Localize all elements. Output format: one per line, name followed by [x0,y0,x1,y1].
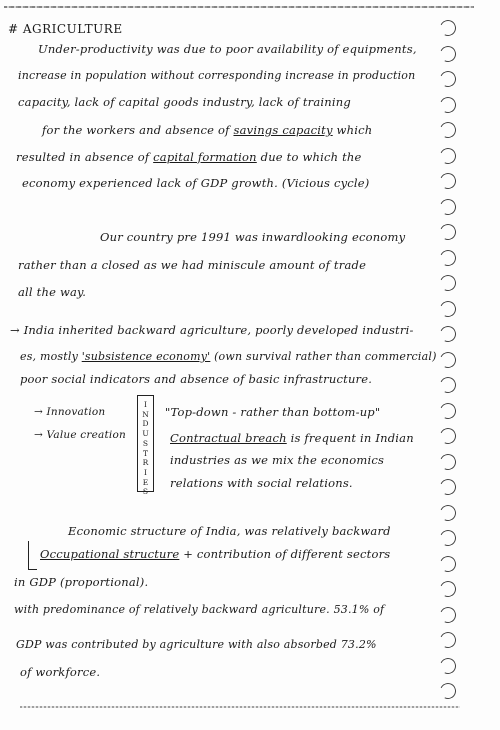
binding-ring [438,43,459,64]
binding-ring [438,426,459,447]
binding-ring [438,171,459,192]
binding-ring [438,298,459,319]
quote-line2 [170,431,414,445]
para1-line2: increase in population without corresponding increase in production [18,69,416,82]
binding-ring [438,18,459,39]
para3-line3: poor social indicators and absence of basic infrastructure. [20,372,373,386]
subsistence-economy-term: 'subsistence economy' [81,350,211,363]
binding-ring [438,477,459,498]
binding-ring [438,502,459,523]
quote-line3: industries as we mix the economics [170,453,385,467]
savings-capacity-term: savings capacity [233,123,333,137]
para4-line2 [40,547,390,561]
binding-ring [438,69,459,90]
binding-ring [438,120,459,141]
para4-line2-post: + contribution of different sectors [183,547,391,561]
binding-ring [438,400,459,421]
binding-ring [438,655,459,676]
section-heading: # AGRICULTURE [8,22,123,36]
value-creation-item: → Value creation [34,429,126,441]
binding-ring [438,528,459,549]
innovation-item: → Innovation [34,406,106,418]
page-bottom-edge [20,706,460,708]
binding-ring [438,630,459,651]
spiral-binding [440,20,464,710]
para1-line5 [16,150,362,164]
para2-line1: Our country pre 1991 was inwardlooking economy [100,230,406,244]
para4-line5: GDP was contributed by agriculture with also absorbed 73.2% [16,638,377,651]
para1-line1: Under-productivity was due to poor availability of equipments, [38,42,417,56]
occupational-structure-term: Occupational structure [40,547,180,561]
para1-line4-post: which [336,123,373,137]
para1-line5-post: due to which the [260,150,362,164]
binding-ring [438,451,459,472]
binding-ring [438,222,459,243]
binding-ring [438,196,459,217]
para2-line3: all the way. [18,285,87,299]
para3-line2 [20,350,437,363]
para4-line4: with predominance of relatively backward agriculture. 53.1% of [14,603,385,616]
para3-line2-post: (own survival rather than commercial) [214,350,437,363]
binding-ring [438,273,459,294]
binding-ring [438,579,459,600]
page-top-edge [4,6,474,8]
para4-line6: of workforce. [20,665,101,679]
binding-ring [438,375,459,396]
para1-line3: capacity, lack of capital goods industry, lack of training [18,95,351,109]
capital-formation-term: capital formation [153,150,257,164]
binding-ring [438,247,459,268]
quote-line1: "Top-down - rather than bottom-up" [165,405,381,419]
binding-ring [438,324,459,345]
bracket-left [28,541,37,570]
para4-line3: in GDP (proportional). [14,575,149,589]
para4-line1: Economic structure of India, was relatively backward [68,524,391,538]
para1-line4 [42,123,372,137]
para1-line6: economy experienced lack of GDP growth. (Vicious cycle) [22,176,370,190]
binding-ring [438,349,459,370]
binding-ring [438,94,459,115]
binding-ring [438,681,459,702]
para3-line2-pre: es, mostly [20,350,78,363]
quote-line2-post: is frequent in Indian [290,431,414,445]
para2-line2: rather than a closed as we had miniscule amount of trade [18,258,367,272]
contractual-breach-term: Contractual breach [170,431,287,445]
para1-line5-pre: resulted in absence of [16,150,150,164]
industries-box [137,395,154,497]
binding-ring [438,604,459,625]
para1-line4-pre: for the workers and absence of [42,123,230,137]
para3-line1: → India inherited backward agriculture, poorly developed industri- [10,323,414,337]
quote-line4: relations with social relations. [170,476,353,490]
binding-ring [438,145,459,166]
binding-ring [438,553,459,574]
industries-vertical-label: I N D U S T R I E S [142,400,149,497]
